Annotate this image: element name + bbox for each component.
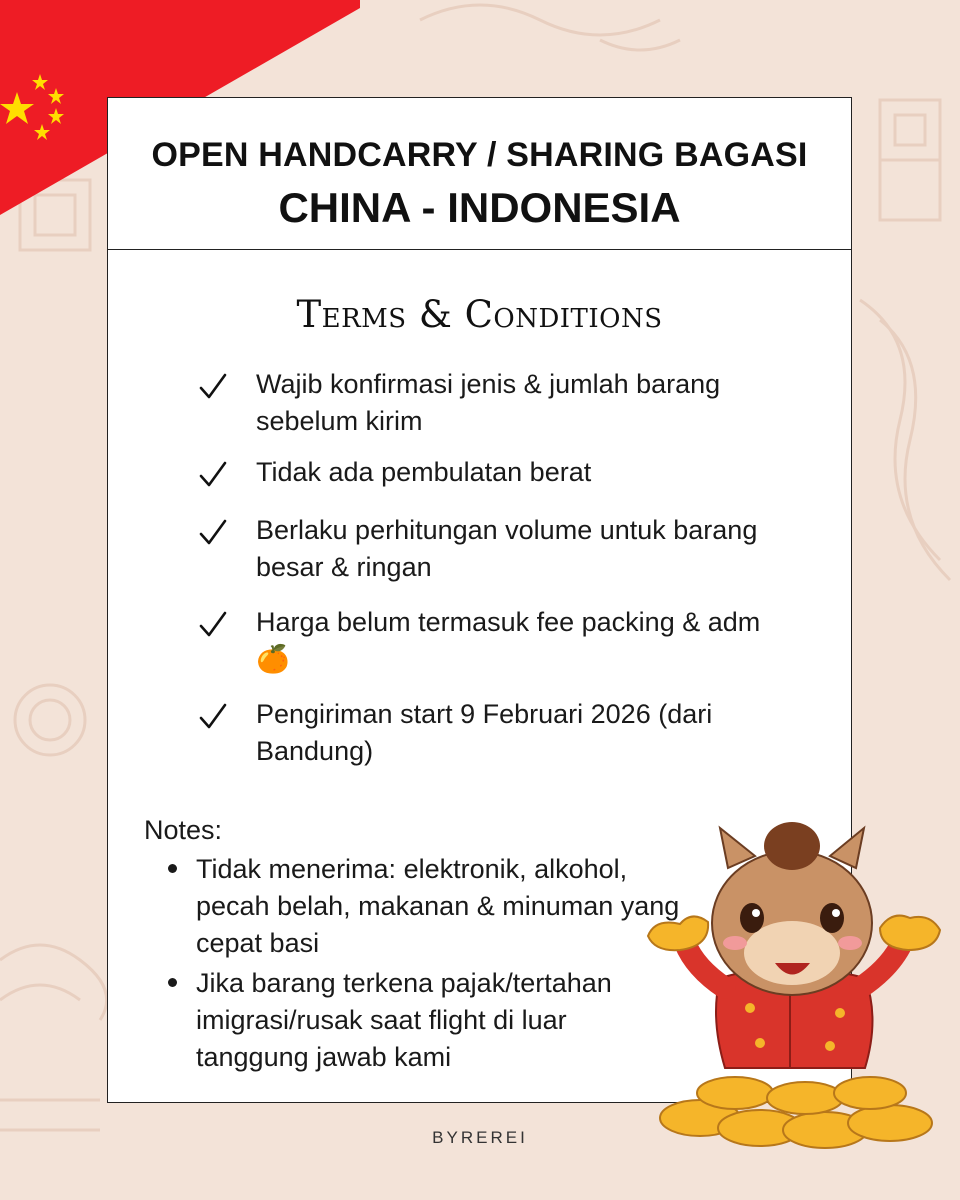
note-text: Tidak menerima: elektronik, alkohol, pecah belah, makanan & minuman yang cepat basi — [196, 854, 680, 958]
title-line-1: OPEN HANDCARRY / SHARING BAGASI — [151, 136, 808, 174]
bullet-icon — [168, 864, 177, 873]
checkmark-icon — [198, 702, 228, 732]
brand-footer: BYREREI — [432, 1128, 528, 1147]
bullet-icon — [168, 978, 177, 987]
checkmark-icon — [198, 372, 228, 402]
checkmark-icon — [198, 460, 228, 490]
title-line-2: CHINA - INDONESIA — [278, 184, 681, 231]
gold-ingots — [660, 1077, 932, 1148]
term-text: Tidak ada pembulatan berat — [256, 457, 592, 487]
term-text: Berlaku perhitungan volume untuk barang besar & ringan — [256, 515, 758, 582]
term-text: Wajib konfirmasi jenis & jumlah barang sebelum kirim — [256, 369, 721, 436]
term-text: Harga belum termasuk fee packing & adm 🍊 — [256, 607, 761, 674]
checkmark-icon — [198, 518, 228, 548]
term-text: Pengiriman start 9 Februari 2026 (dari Bandung) — [256, 699, 713, 766]
terms-title: Terms & Conditions — [296, 293, 663, 336]
checkmark-icon — [198, 610, 228, 640]
note-text: Jika barang terkena pajak/tertahan imigrasi/rusak saat flight di luar tanggung jawab kami — [196, 968, 612, 1072]
header-divider — [108, 249, 851, 250]
horse-mascot-illustration — [640, 818, 945, 1168]
notes-title: Notes: — [144, 815, 223, 845]
